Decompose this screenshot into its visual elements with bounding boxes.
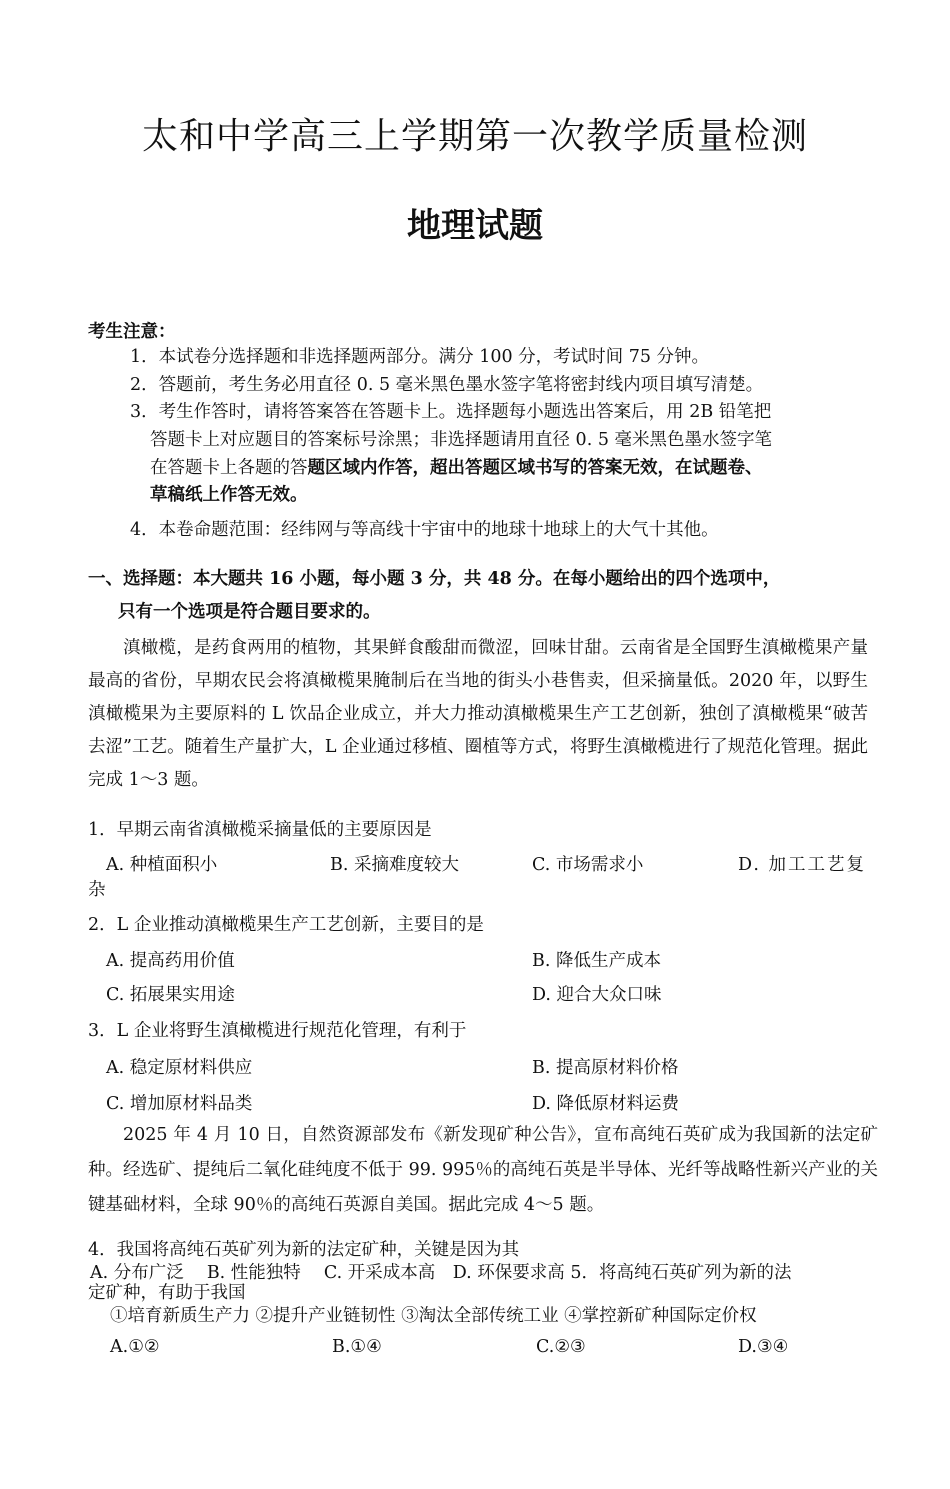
question-1-option-b: B. 采摘难度较大 (330, 855, 459, 875)
question-5-stem-wrap: 定矿种，有助于我国 (88, 1283, 246, 1303)
section-heading-line-1: 一、选择题：本大题共 16 小题，每小题 3 分，共 48 分。在每小题给出的四个选项中， (88, 569, 781, 589)
exam-subtitle: 地理试题 (407, 206, 543, 246)
question-3-option-b: B. 提高原材料价格 (532, 1058, 679, 1078)
question-5-option-b: B.①④ (332, 1337, 382, 1357)
notice-heading: 考生注意： (88, 322, 176, 342)
question-1-stem: 1．早期云南省滇橄榄采摘量低的主要原因是 (88, 820, 432, 840)
passage-1: 滇橄榄，是药食两用的植物，其果鲜食酸甜而微涩，回味甘甜。云南省是全国野生滇橄榄果产量最高的省份，早期农民会将滇橄榄果腌制后在当地的街头小巷售卖，但采摘量低。2020 年，以野生滇橄榄果为主要原料的 L 饮品企业成立，并大力推动滇橄榄果生产工艺创新，独创了滇橄榄果“破苦去涩”工艺。随着生产量扩大，L 企业通过移植、圈植等方式，将野生滇橄榄进行了规范化管理。据此完成 1～3 题。 (88, 638, 868, 790)
question-4-stem: 4．我国将高纯石英矿列为新的法定矿种，关键是因为其 (88, 1240, 520, 1260)
question-1-option-a: A. 种植面积小 (106, 855, 218, 875)
notice-item-2: 2．答题前，考生务必用直径 0. 5 毫米黑色墨水签字笔将密封线内项目填写清楚。 (130, 375, 764, 395)
question-3-stem: 3．L 企业将野生滇橄榄进行规范化管理，有利于 (88, 1021, 467, 1041)
question-2-option-c: C. 拓展果实用途 (106, 985, 235, 1005)
question-3-option-d: D. 降低原材料运费 (532, 1094, 680, 1114)
question-5-option-c: C.②③ (536, 1337, 586, 1357)
notice-item-3-line-3 (150, 456, 763, 481)
question-3-option-a: A. 稳定原材料供应 (106, 1058, 253, 1078)
notice-item-1: 1．本试卷分选择题和非选择题两部分。满分 100 分，考试时间 75 分钟。 (130, 347, 710, 367)
question-2-stem: 2．L 企业推动滇橄榄果生产工艺创新，主要目的是 (88, 915, 484, 935)
notice-item-3-bold: 题区域内作答，超出答题区域书写的答案无效，在试题卷、 (307, 458, 763, 478)
notice-item-3-line-1: 3．考生作答时，请将答案答在答题卡上。选择题每小题选出答案后，用 2B 铅笔把 (130, 402, 772, 422)
question-4-options: A. 分布广泛 B. 性能独特 C. 开采成本高 D. 环保要求高 5．将高纯石英矿列为新的法 (90, 1263, 792, 1283)
question-1-option-d: D. 加工工艺复 (738, 855, 867, 875)
question-2-option-a: A. 提高药用价值 (106, 951, 235, 971)
passage-2: 2025 年 4 月 10 日，自然资源部发布《新发现矿种公告》，宣布高纯石英矿成为我国新的法定矿种。经选矿、提纯后二氧化硅纯度不低于 99. 995％的高纯石英是半导体、光纤等战略性新兴产业的关键基础材料，全球 90％的高纯石英源自美国。据此完成 4～5 题。 (88, 1125, 878, 1215)
notice-item-3-line-4: 草稿纸上作答无效。 (150, 485, 308, 505)
question-5-option-d: D.③④ (738, 1337, 789, 1357)
question-1-option-d-wrap: 杂 (88, 880, 106, 900)
notice-item-4: 4．本卷命题范围：经纬网与等高线十宇宙中的地球十地球上的大气十其他。 (130, 520, 719, 540)
question-5-items: ①培育新质生产力 ②提升产业链韧性 ③淘汰全部传统工业 ④掌控新矿种国际定价权 (110, 1306, 757, 1326)
question-2-option-b: B. 降低生产成本 (532, 951, 661, 971)
notice-item-3-line-2: 答题卡上对应题目的答案标号涂黑；非选择题请用直径 0. 5 毫米黑色墨水签字笔 (150, 430, 773, 450)
section-heading-line-2: 只有一个选项是符合题目要求的。 (118, 602, 381, 622)
question-1-option-c: C. 市场需求小 (532, 855, 644, 875)
question-2-option-d: D. 迎合大众口味 (532, 985, 662, 1005)
question-3-option-c: C. 增加原材料品类 (106, 1094, 253, 1114)
exam-title: 太和中学高三上学期第一次教学质量检测 (141, 116, 808, 157)
notice-item-3-text: 在答题卡上各题的答 (150, 458, 308, 478)
question-5-option-a: A.①② (110, 1337, 160, 1357)
